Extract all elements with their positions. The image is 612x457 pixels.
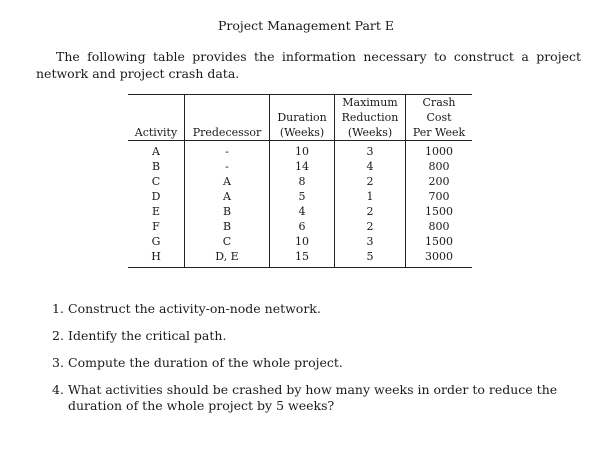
cell-max-reduction: 2 <box>335 204 406 219</box>
cell-predecessor: - <box>185 159 270 174</box>
header-duration: Duration <box>270 110 335 125</box>
header-predecessor: Predecessor <box>185 125 270 141</box>
cell-activity: A <box>128 141 185 160</box>
cell-duration: 10 <box>270 234 335 249</box>
cell-crash-cost: 200 <box>428 175 450 188</box>
table-row <box>128 234 472 249</box>
table-header <box>128 95 472 141</box>
cell-activity: C <box>128 174 185 189</box>
question-text: Identify the critical path. <box>68 328 227 343</box>
question-number: 3. <box>52 355 64 370</box>
cell-max-reduction: 3 <box>335 234 406 249</box>
question-item <box>52 328 562 344</box>
table-body <box>128 141 472 268</box>
cell-activity: E <box>128 204 185 219</box>
header-max-reduction: Reduction <box>335 110 406 125</box>
cell-max-reduction: 1 <box>335 189 406 204</box>
header-duration: (Weeks) <box>270 125 335 141</box>
header-row <box>128 125 472 141</box>
table-row <box>128 219 472 234</box>
cell-max-reduction: 2 <box>335 219 406 234</box>
cell-activity: D <box>128 189 185 204</box>
header-max-reduction: Maximum <box>335 95 406 110</box>
activity-table <box>128 94 472 268</box>
question-number: 4. <box>52 382 64 397</box>
header-duration <box>270 95 335 110</box>
cell-crash-cost: 1500 <box>425 235 453 248</box>
table-row <box>128 174 472 189</box>
cell-predecessor: - <box>185 141 270 160</box>
question-number: 1. <box>52 301 64 316</box>
header-predecessor <box>185 95 270 110</box>
cell-activity: B <box>128 159 185 174</box>
cell-duration: 4 <box>270 204 335 219</box>
cell-predecessor: D, E <box>185 249 270 268</box>
question-item <box>52 382 562 414</box>
cell-crash-cost: 1500 <box>425 205 453 218</box>
cell-predecessor: C <box>185 234 270 249</box>
header-crash-cost: Per Week <box>406 125 473 141</box>
question-item <box>52 355 562 371</box>
cell-crash-cost: 800 <box>428 220 450 233</box>
header-activity <box>128 95 185 110</box>
question-text: What activities should be crashed by how many weeks in order to reduce the duration of the whole project by 5 weeks? <box>68 382 558 413</box>
cell-duration: 10 <box>270 141 335 160</box>
header-row <box>128 95 472 110</box>
question-number: 2. <box>52 328 64 343</box>
cell-duration: 8 <box>270 174 335 189</box>
cell-activity: H <box>128 249 185 268</box>
cell-duration: 15 <box>270 249 335 268</box>
cell-crash-cost: 800 <box>428 160 450 173</box>
header-crash-cost: Crash <box>422 96 456 109</box>
cell-predecessor: A <box>185 174 270 189</box>
table-row <box>128 141 472 160</box>
cell-max-reduction: 4 <box>335 159 406 174</box>
header-predecessor <box>185 110 270 125</box>
question-text: Compute the duration of the whole project. <box>68 355 343 370</box>
cell-duration: 5 <box>270 189 335 204</box>
cell-crash-cost: 1000 <box>425 145 453 158</box>
header-max-reduction: (Weeks) <box>335 125 406 141</box>
cell-predecessor: A <box>185 189 270 204</box>
cell-activity: F <box>128 219 185 234</box>
cell-max-reduction: 5 <box>335 249 406 268</box>
table-row <box>128 159 472 174</box>
page-title: Project Management Part E <box>217 18 395 33</box>
question-list <box>52 301 562 425</box>
table-row <box>128 249 472 268</box>
cell-predecessor: B <box>185 204 270 219</box>
cell-activity: G <box>128 234 185 249</box>
question-item <box>52 301 562 317</box>
cell-crash-cost: 700 <box>428 190 450 203</box>
cell-predecessor: B <box>185 219 270 234</box>
cell-duration: 6 <box>270 219 335 234</box>
cell-crash-cost: 3000 <box>425 250 453 263</box>
header-crash-cost: Cost <box>426 111 452 124</box>
cell-max-reduction: 2 <box>335 174 406 189</box>
table-row <box>128 204 472 219</box>
cell-max-reduction: 3 <box>335 141 406 160</box>
header-activity: Activity <box>128 125 185 141</box>
question-text: Construct the activity-on-node network. <box>68 301 321 316</box>
header-activity <box>128 110 185 125</box>
intro-paragraph: The following table provides the information necessary to construct a project network and project crash data. <box>36 49 581 81</box>
cell-duration: 14 <box>270 159 335 174</box>
header-row <box>128 110 472 125</box>
table-row <box>128 189 472 204</box>
